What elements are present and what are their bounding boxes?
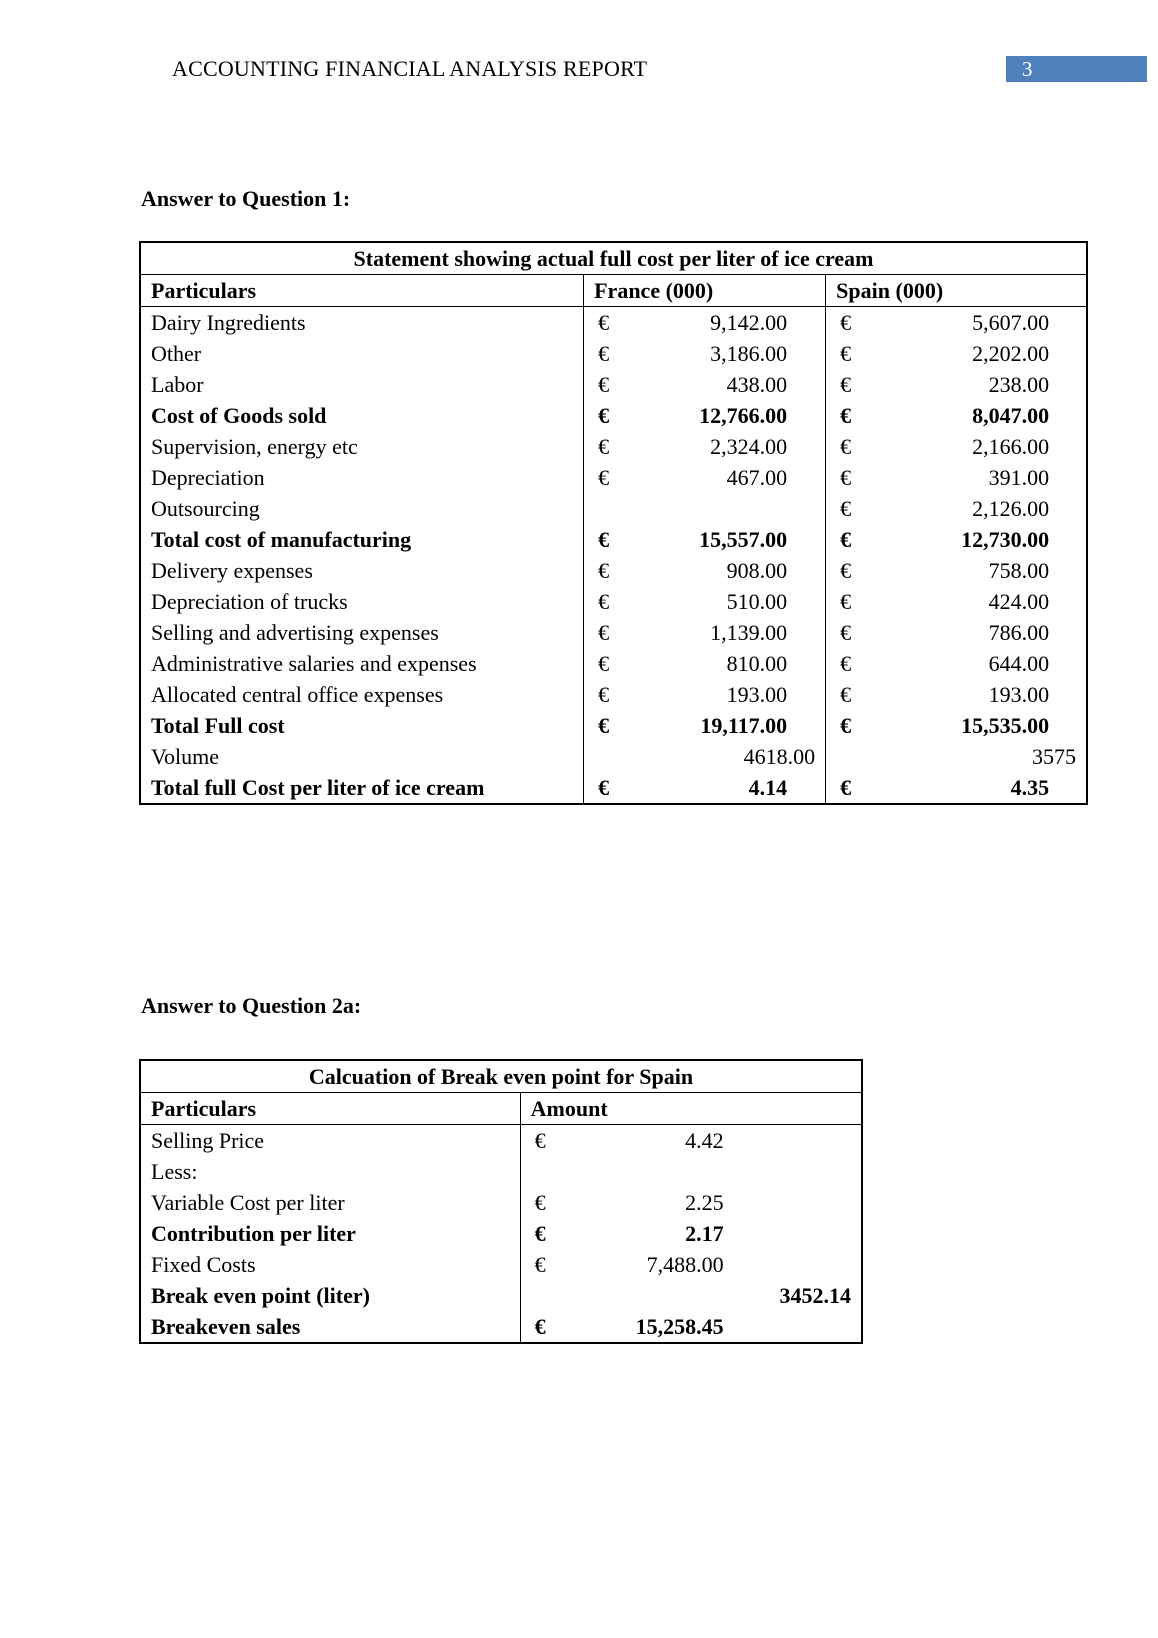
currency-symbol: € — [598, 775, 610, 800]
table-row — [140, 1156, 862, 1187]
column-header-france: France (000) — [584, 275, 826, 307]
amount-cell — [520, 1218, 724, 1249]
table-row — [140, 493, 1087, 524]
amount-cell — [520, 1249, 724, 1280]
amount-value: 3452.14 — [779, 1283, 851, 1308]
france-value-cell — [584, 400, 826, 431]
table-row — [140, 1125, 862, 1157]
row-label: Other — [151, 341, 202, 366]
spain-value: 786.00 — [988, 620, 1050, 645]
currency-symbol: € — [840, 775, 852, 800]
france-value-cell — [584, 338, 826, 369]
spain-value: 15,535.00 — [961, 713, 1050, 738]
spain-value: 644.00 — [988, 651, 1050, 676]
table-row — [140, 1249, 862, 1280]
spain-per-liter-cell — [826, 772, 1087, 804]
break-even-table — [139, 1059, 863, 1344]
column-header-spain: Spain (000) — [826, 275, 1087, 307]
table-row — [140, 586, 1087, 617]
currency-symbol: € — [598, 403, 610, 428]
currency-symbol: € — [534, 1128, 546, 1153]
amount-value: 7,488.00 — [646, 1252, 724, 1277]
row-label: Breakeven sales — [151, 1314, 301, 1339]
table-row — [140, 338, 1087, 369]
spain-value-cell — [826, 307, 1087, 339]
spain-value-cell — [826, 679, 1087, 710]
page-number: 3 — [1006, 56, 1147, 82]
spain-value: 2,126.00 — [972, 496, 1050, 521]
france-value: 438.00 — [726, 372, 788, 397]
table-row — [140, 307, 1087, 339]
spain-value: 193.00 — [988, 682, 1050, 707]
row-label: Depreciation — [151, 465, 265, 490]
currency-symbol: € — [534, 1252, 546, 1277]
currency-symbol: € — [598, 620, 610, 645]
france-value-cell — [584, 586, 826, 617]
spain-value: 424.00 — [988, 589, 1050, 614]
france-value: 12,766.00 — [699, 403, 788, 428]
france-value: 510.00 — [726, 589, 788, 614]
table-row — [140, 1311, 862, 1343]
column-header-amount: Amount — [520, 1093, 862, 1125]
spain-value-cell — [826, 710, 1087, 741]
table-row — [140, 1187, 862, 1218]
spain-value-cell — [826, 431, 1087, 462]
table-header-row — [140, 275, 1087, 307]
france-value: 1,139.00 — [710, 620, 788, 645]
row-label: Cost of Goods sold — [151, 403, 327, 428]
france-per-liter-cell — [584, 772, 826, 804]
currency-symbol: € — [534, 1190, 546, 1215]
currency-symbol: € — [598, 372, 610, 397]
amount-value: 2.25 — [685, 1190, 724, 1215]
currency-symbol: € — [598, 651, 610, 676]
spain-value-cell — [826, 555, 1087, 586]
amount-cell — [520, 1311, 724, 1343]
table-title-row — [140, 1060, 862, 1093]
spain-value: 391.00 — [988, 465, 1050, 490]
table-row — [140, 617, 1087, 648]
spain-value-cell — [826, 493, 1087, 524]
france-value: 9,142.00 — [710, 310, 788, 335]
spain-value: 2,166.00 — [972, 434, 1050, 459]
table-title: Statement showing actual full cost per liter of ice cream — [140, 242, 1087, 275]
france-value: 15,557.00 — [699, 527, 788, 552]
spain-value-cell — [826, 524, 1087, 555]
table-row — [140, 555, 1087, 586]
spain-value-cell — [826, 400, 1087, 431]
table-row — [140, 431, 1087, 462]
row-label: Outsourcing — [151, 496, 260, 521]
france-value-cell — [584, 462, 826, 493]
table-row-volume — [140, 741, 1087, 772]
currency-symbol: € — [840, 403, 852, 428]
france-value-cell — [584, 679, 826, 710]
row-label: Labor — [151, 372, 204, 397]
table-header-row — [140, 1093, 862, 1125]
france-value-cell — [584, 307, 826, 339]
row-label: Break even point (liter) — [151, 1283, 370, 1308]
france-value-cell — [584, 369, 826, 400]
currency-symbol: € — [534, 1314, 546, 1339]
currency-symbol: € — [598, 589, 610, 614]
row-label: Supervision, energy etc — [151, 434, 358, 459]
spain-value-cell — [826, 648, 1087, 679]
currency-symbol: € — [840, 372, 852, 397]
currency-symbol: € — [598, 713, 610, 738]
currency-symbol: € — [840, 341, 852, 366]
spain-value: 8,047.00 — [972, 403, 1050, 428]
france-value: 810.00 — [726, 651, 788, 676]
spain-value: 5,607.00 — [972, 310, 1050, 335]
amount-cell — [520, 1187, 724, 1218]
table-row — [140, 524, 1087, 555]
q2a-heading: Answer to Question 2a: — [141, 993, 362, 1018]
header-title: ACCOUNTING FINANCIAL ANALYSIS REPORT — [172, 56, 648, 81]
row-label: Less: — [151, 1159, 198, 1184]
currency-symbol: € — [598, 465, 610, 490]
currency-symbol: € — [840, 465, 852, 490]
row-label: Allocated central office expenses — [151, 682, 444, 707]
amount-value: 4.42 — [685, 1128, 724, 1153]
currency-symbol: € — [840, 496, 852, 521]
spain-value: 238.00 — [988, 372, 1050, 397]
spain-volume: 3575 — [826, 741, 1087, 772]
table-row — [140, 679, 1087, 710]
row-label: Selling Price — [151, 1128, 265, 1153]
currency-symbol: € — [840, 434, 852, 459]
france-value-cell — [584, 710, 826, 741]
table-row — [140, 648, 1087, 679]
currency-symbol: € — [840, 651, 852, 676]
currency-symbol: € — [598, 558, 610, 583]
currency-symbol: € — [840, 713, 852, 738]
amount-value: 2.17 — [685, 1221, 724, 1246]
table-row — [140, 369, 1087, 400]
full-cost-table — [139, 241, 1088, 805]
currency-symbol: € — [840, 682, 852, 707]
spain-value-cell — [826, 617, 1087, 648]
france-value-cell — [584, 617, 826, 648]
column-header-particulars: Particulars — [140, 275, 584, 307]
table-row — [140, 1280, 862, 1311]
row-label: Administrative salaries and expenses — [151, 651, 477, 676]
spain-per-liter: 4.35 — [1010, 775, 1050, 800]
spain-value: 12,730.00 — [961, 527, 1050, 552]
france-value: 2,324.00 — [710, 434, 788, 459]
france-value-cell — [584, 524, 826, 555]
currency-symbol: € — [598, 341, 610, 366]
currency-symbol: € — [598, 527, 610, 552]
table-row — [140, 710, 1087, 741]
currency-symbol: € — [840, 589, 852, 614]
row-label: Total Full cost — [151, 713, 285, 738]
france-value-cell — [584, 648, 826, 679]
table-row-per-liter — [140, 772, 1087, 804]
spain-value-cell — [826, 586, 1087, 617]
q1-heading: Answer to Question 1: — [141, 186, 351, 211]
row-label: Depreciation of trucks — [151, 589, 348, 614]
currency-symbol: € — [598, 310, 610, 335]
table-title-row — [140, 242, 1087, 275]
france-per-liter: 4.14 — [748, 775, 788, 800]
spain-value-cell — [826, 462, 1087, 493]
france-value-cell — [584, 431, 826, 462]
spain-value: 758.00 — [988, 558, 1050, 583]
france-value-cell — [584, 555, 826, 586]
table-title: Calcuation of Break even point for Spain — [140, 1060, 862, 1093]
row-label: Contribution per liter — [151, 1221, 356, 1246]
france-volume: 4618.00 — [584, 741, 826, 772]
currency-symbol: € — [840, 310, 852, 335]
amount-value: 15,258.45 — [635, 1314, 724, 1339]
row-label: Total full Cost per liter of ice cream — [151, 775, 485, 800]
spain-value-cell — [826, 338, 1087, 369]
table-row — [140, 1218, 862, 1249]
spain-value: 2,202.00 — [972, 341, 1050, 366]
row-label: Total cost of manufacturing — [151, 527, 412, 552]
row-label: Variable Cost per liter — [151, 1190, 345, 1215]
currency-symbol: € — [598, 682, 610, 707]
currency-symbol: € — [534, 1221, 546, 1246]
spain-value-cell — [826, 369, 1087, 400]
table-row — [140, 400, 1087, 431]
france-value: 193.00 — [726, 682, 788, 707]
row-label: Fixed Costs — [151, 1252, 256, 1277]
france-value: 908.00 — [726, 558, 788, 583]
currency-symbol: € — [598, 434, 610, 459]
table-row — [140, 462, 1087, 493]
row-label: Volume — [151, 744, 220, 769]
row-label: Selling and advertising expenses — [151, 620, 439, 645]
currency-symbol: € — [840, 620, 852, 645]
currency-symbol: € — [840, 558, 852, 583]
france-value: 467.00 — [726, 465, 788, 490]
row-label: Delivery expenses — [151, 558, 313, 583]
france-value-cell — [584, 493, 826, 524]
column-header-particulars: Particulars — [140, 1093, 520, 1125]
row-label: Dairy Ingredients — [151, 310, 306, 335]
currency-symbol: € — [840, 527, 852, 552]
france-value: 19,117.00 — [700, 713, 788, 738]
amount-cell — [520, 1125, 724, 1157]
france-value: 3,186.00 — [710, 341, 788, 366]
